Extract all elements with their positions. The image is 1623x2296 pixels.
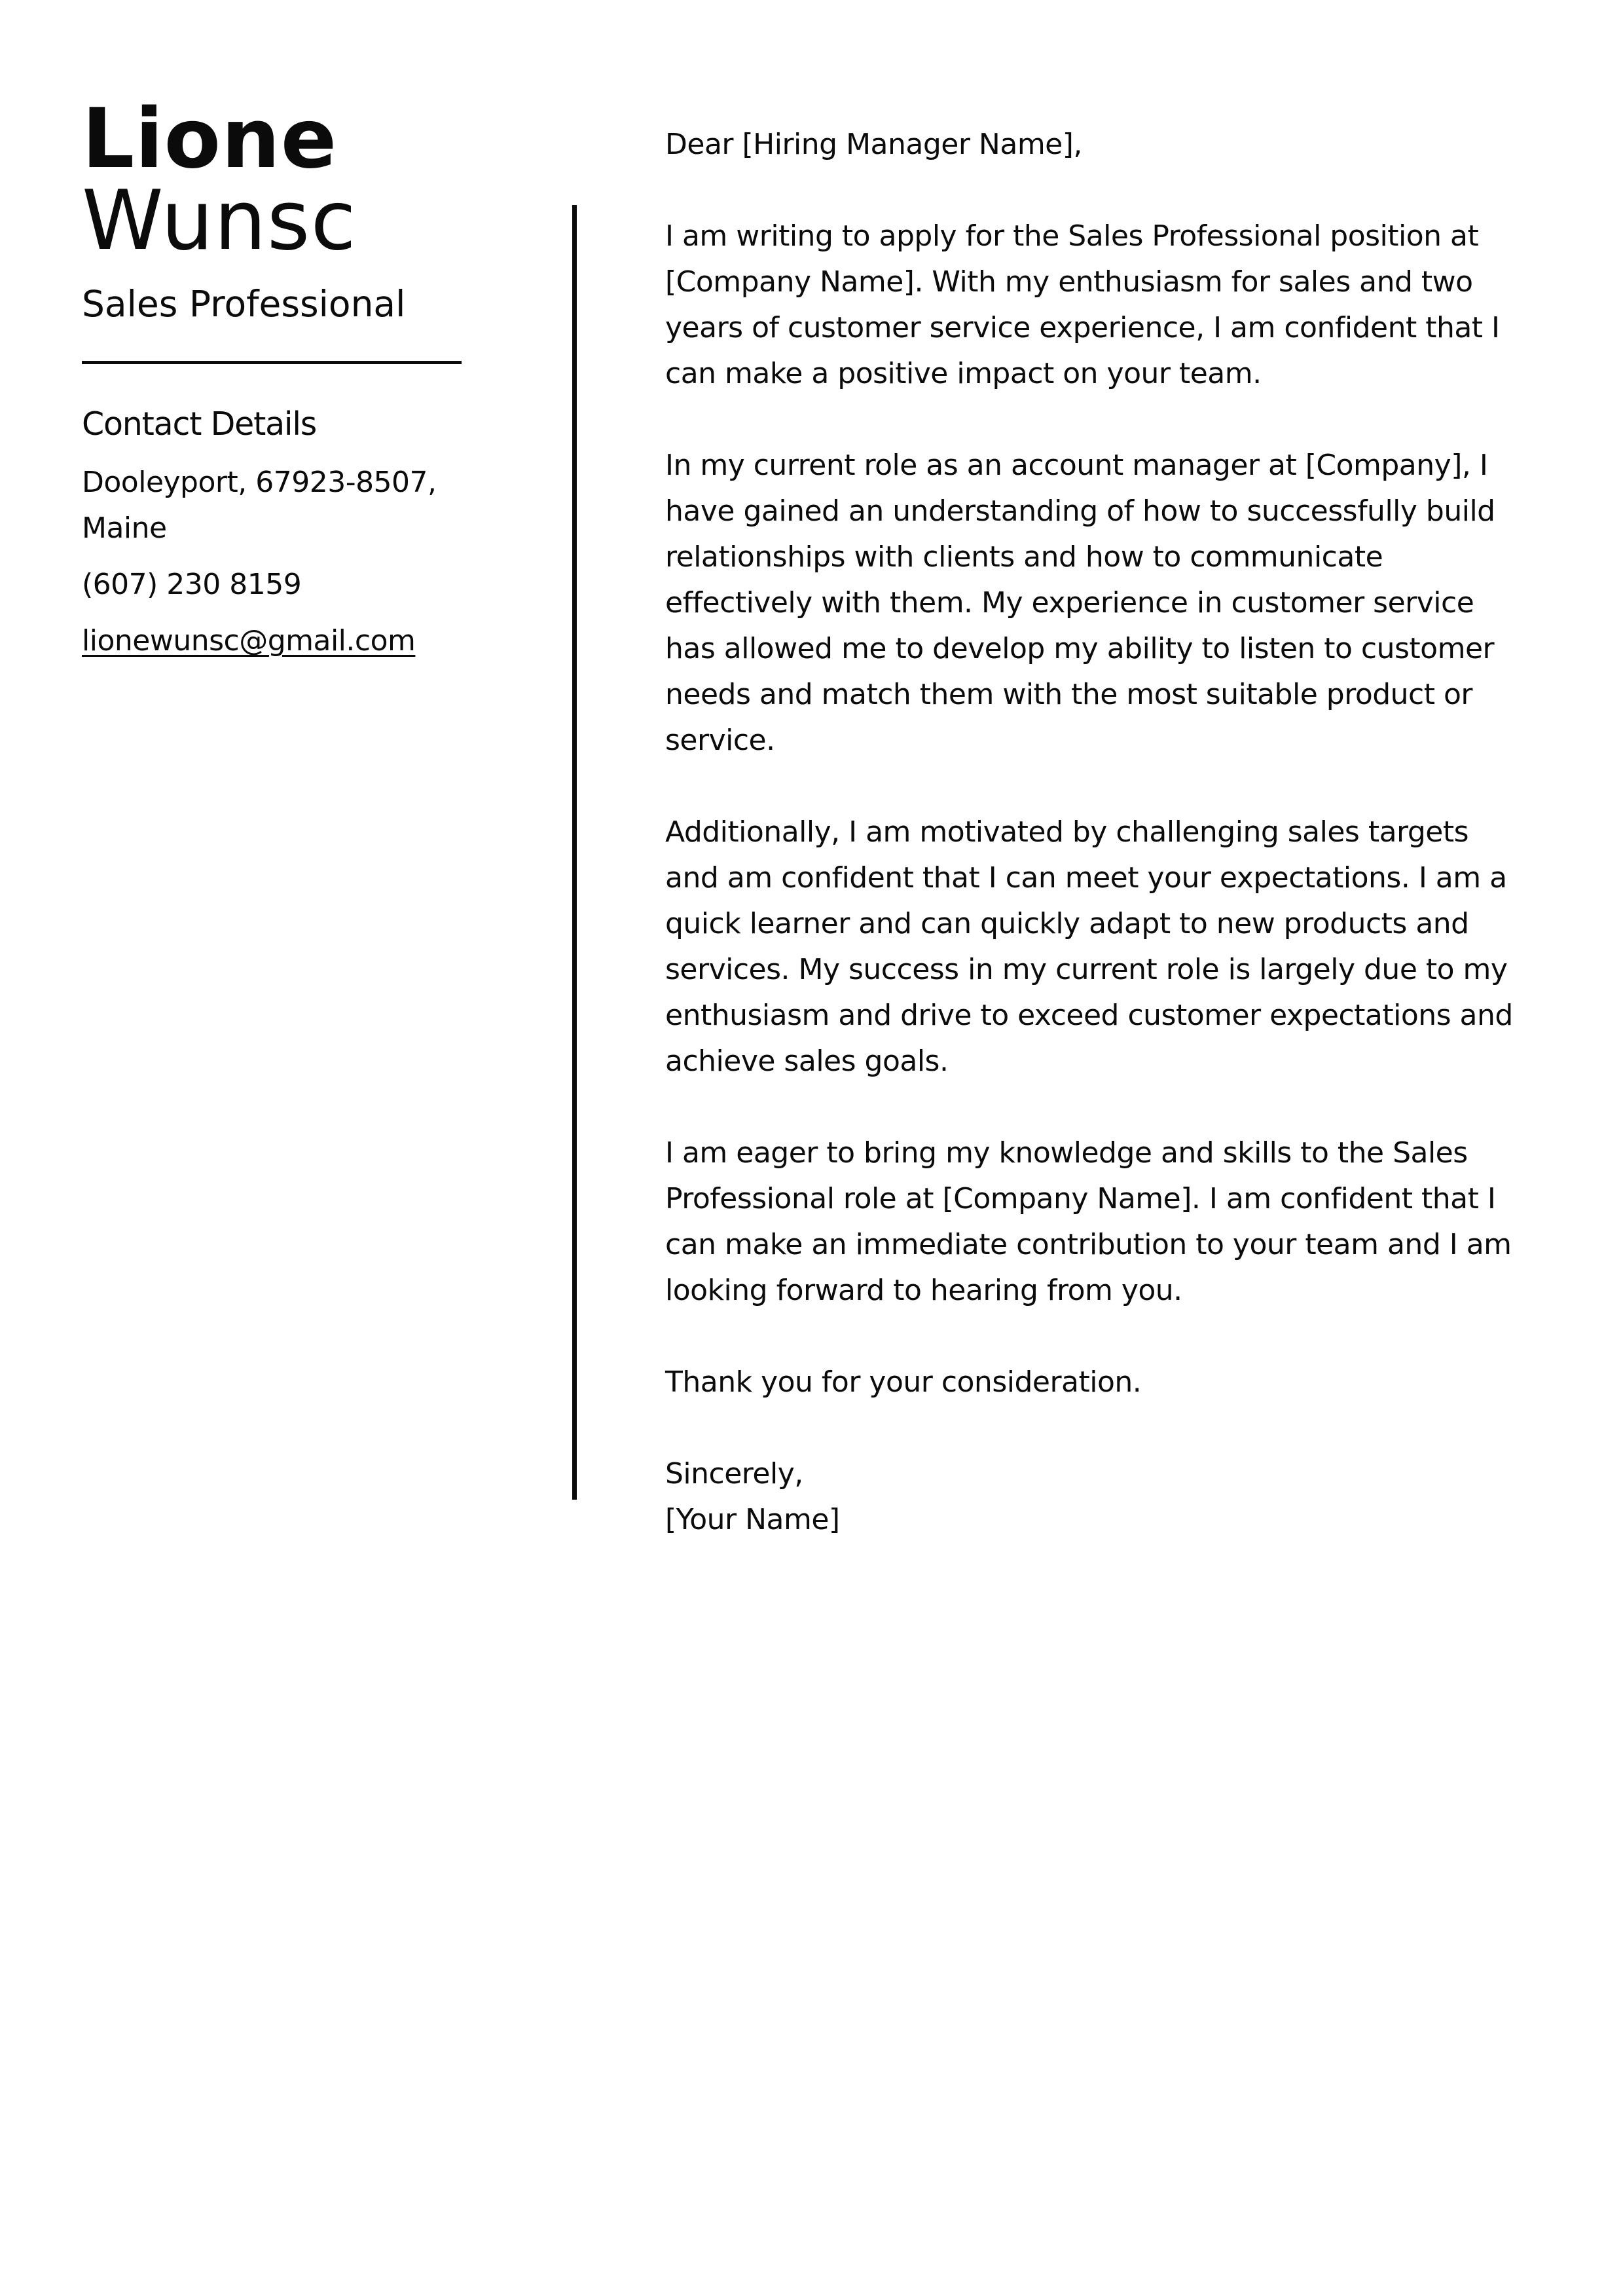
last-name: Wunsc — [82, 172, 357, 268]
letter-body — [665, 122, 1529, 1543]
contact-heading: Contact Details — [82, 405, 317, 443]
signature-name: [Your Name] — [665, 1503, 840, 1536]
closing-word: Sincerely, — [665, 1457, 803, 1491]
title-divider — [82, 361, 462, 364]
letter-closing — [665, 1451, 1529, 1543]
letter-thanks: Thank you for your consideration. — [665, 1365, 1142, 1399]
sidebar — [82, 90, 462, 675]
letter-paragraph: Additionally, I am motivated by challenging sales targets and am confident that I can meet your expectations. I am a quick learner and can quickly adapt to new products and services. My success in my current role is largely due to my enthusiasm and drive to exceed customer expectations and achieve sales goals. — [665, 815, 1513, 1078]
first-name: Lione — [82, 90, 338, 187]
letter-paragraph: In my current role as an account manager at [Company], I have gained an understanding of how to successfully build relationships with clients and how to communicate effectively with them. My experience in customer service has allowed me to develop my ability to listen to customer needs and match them with the most suitable product or service. — [665, 449, 1495, 757]
letter-paragraph: I am writing to apply for the Sales Professional position at [Company Name]. With my enthusiasm for sales and two years of customer service experience, I am confident that I can make a positive impact on your team. — [665, 219, 1500, 390]
contact-phone: (607) 230 8159 — [82, 568, 302, 602]
letter-paragraph: I am eager to bring my knowledge and skills to the Sales Professional role at [Company Name]. I am confident that I can make an immediate contribution to your team and I am looking forward to hearing from you. — [665, 1136, 1512, 1307]
vertical-divider — [572, 205, 577, 1500]
contact-details — [82, 460, 462, 675]
job-title: Sales Professional — [82, 283, 406, 325]
contact-email-link[interactable]: lionewunsc@gmail.com — [82, 624, 416, 658]
applicant-name — [82, 90, 462, 268]
letter-salutation: Dear [Hiring Manager Name], — [665, 128, 1082, 161]
contact-address: Dooleyport, 67923-8507, Maine — [82, 466, 437, 546]
